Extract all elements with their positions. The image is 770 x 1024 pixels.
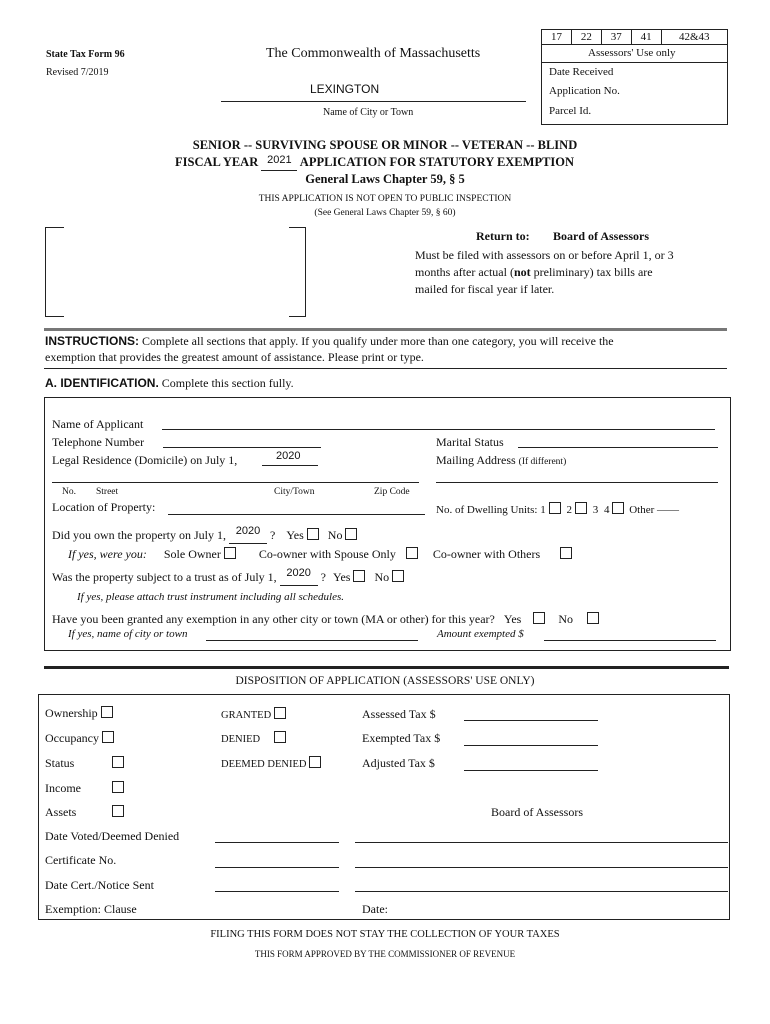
assessed-tax-field[interactable] bbox=[464, 720, 598, 721]
residence-address-field[interactable] bbox=[52, 482, 419, 483]
instructions-line2: exemption that provides the greatest amount of assistance. Please print or type. bbox=[45, 350, 424, 364]
denied-check: DENIED bbox=[221, 731, 286, 745]
address-zip-caption: Zip Code bbox=[374, 487, 410, 497]
assessor-signature-line-3[interactable] bbox=[355, 891, 728, 892]
income-check: Income bbox=[45, 781, 81, 796]
application-no-label: Application No. bbox=[549, 85, 620, 97]
trust-question: Was the property subject to a trust as of July 1, 2020 ? Yes No bbox=[52, 570, 404, 586]
residence-year-field[interactable] bbox=[262, 465, 318, 466]
owned-no-checkbox[interactable] bbox=[345, 528, 357, 540]
filing-deadline-line1: Must be filed with assessors on or before April 1, or 3 bbox=[415, 248, 674, 262]
ownership-check: Ownership bbox=[45, 706, 113, 721]
city-caption: Name of City or Town bbox=[323, 107, 414, 118]
ownership-type-row: If yes, were you: Sole Owner Co-owner with Spouse Only Co-owner with Others bbox=[68, 547, 572, 562]
trust-yes-checkbox[interactable] bbox=[353, 570, 365, 582]
address-no-caption: No. bbox=[62, 487, 76, 497]
address-city-caption: City/Town bbox=[274, 487, 315, 497]
dwelling-4-checkbox[interactable] bbox=[612, 502, 624, 514]
ownership-year-value: 2020 bbox=[235, 525, 261, 537]
location-label: Location of Property: bbox=[52, 500, 156, 514]
assessor-signature-line-2[interactable] bbox=[355, 867, 728, 868]
deemed-denied-checkbox[interactable] bbox=[309, 756, 321, 768]
dwelling-units-row: No. of Dwelling Units: 1 2 3 4 Other —— bbox=[436, 504, 679, 516]
assets-checkbox[interactable] bbox=[112, 805, 124, 817]
mailing-address-label: Mailing Address (If different) bbox=[436, 453, 567, 467]
other-city-field[interactable] bbox=[206, 640, 418, 641]
income-checkbox[interactable] bbox=[112, 781, 124, 793]
trust-note: If yes, please attach trust instrument including all schedules. bbox=[77, 591, 345, 603]
section-a-heading: A. IDENTIFICATION. Complete this section fully. bbox=[45, 376, 294, 390]
form-title-line2: FISCAL YEAR 2021 APPLICATION FOR STATUTORY EXEMPTION bbox=[175, 154, 575, 169]
mailing-address-line1[interactable] bbox=[436, 482, 718, 483]
commonwealth-title: The Commonwealth of Massachusetts bbox=[266, 46, 481, 61]
code-42-43: 42&43 bbox=[661, 30, 727, 45]
assessor-code-row bbox=[541, 29, 728, 45]
code-17: 17 bbox=[542, 30, 572, 45]
telephone-label: Telephone Number bbox=[52, 435, 145, 449]
instructions-line1: INSTRUCTIONS: Complete all sections that apply. If you qualify under more than one category, you will receive the bbox=[45, 334, 614, 348]
amount-exempted-label: Amount exempted $ bbox=[437, 628, 524, 640]
instructions-rule bbox=[44, 328, 727, 331]
date-cert-field[interactable] bbox=[215, 891, 339, 892]
marital-status-label: Marital Status bbox=[436, 435, 504, 449]
exemption-clause-label: Exemption: Clause bbox=[45, 902, 137, 916]
filing-deadline-line3: mailed for fiscal year if later. bbox=[415, 282, 555, 296]
certificate-no-field[interactable] bbox=[215, 867, 339, 868]
trust-year-value: 2020 bbox=[286, 567, 311, 579]
form-id: State Tax Form 96 bbox=[46, 49, 125, 60]
adjusted-tax-label: Adjusted Tax $ bbox=[362, 756, 435, 770]
sole-owner-checkbox[interactable] bbox=[224, 547, 236, 559]
revised-date: Revised 7/2019 bbox=[46, 67, 109, 78]
footer-approval-notice: THIS FORM APPROVED BY THE COMMISSIONER OF REVENUE bbox=[254, 949, 516, 959]
assessors-use-title: Assessors' Use only bbox=[588, 47, 676, 59]
other-exemption-no-checkbox[interactable] bbox=[587, 612, 599, 624]
date-cert-label: Date Cert./Notice Sent bbox=[45, 878, 154, 892]
dwelling-1-checkbox[interactable] bbox=[549, 502, 561, 514]
residence-label: Legal Residence (Domicile) on July 1, bbox=[52, 453, 238, 467]
instructions-bottom-rule bbox=[44, 368, 727, 369]
other-exemption-question: Have you been granted any exemption in any other city or town (MA or other) for this year? Yes No bbox=[52, 612, 599, 627]
adjusted-tax-field[interactable] bbox=[464, 770, 598, 771]
deemed-denied-check: DEEMED DENIED bbox=[221, 756, 321, 770]
ownership-checkbox[interactable] bbox=[101, 706, 113, 718]
status-check: Status bbox=[45, 756, 74, 771]
dwelling-2-checkbox[interactable] bbox=[575, 502, 587, 514]
coowner-others-checkbox[interactable] bbox=[560, 547, 572, 559]
assessed-tax-label: Assessed Tax $ bbox=[362, 707, 436, 721]
coowner-spouse-checkbox[interactable] bbox=[406, 547, 418, 559]
disposition-title: DISPOSITION OF APPLICATION (ASSESSORS' USE ONLY) bbox=[235, 675, 535, 687]
parcel-id-label: Parcel Id. bbox=[549, 105, 592, 117]
exempted-tax-field[interactable] bbox=[464, 745, 598, 746]
code-22: 22 bbox=[571, 30, 601, 45]
return-to-value: Board of Assessors bbox=[553, 229, 650, 243]
telephone-field[interactable] bbox=[163, 447, 321, 448]
marital-status-field[interactable] bbox=[518, 447, 718, 448]
date-label: Date: bbox=[362, 902, 388, 916]
applicant-name-label: Name of Applicant bbox=[52, 417, 144, 431]
occupancy-checkbox[interactable] bbox=[102, 731, 114, 743]
city-line bbox=[221, 101, 526, 102]
code-37: 37 bbox=[601, 30, 631, 45]
trust-no-checkbox[interactable] bbox=[392, 570, 404, 582]
form-title-line1: SENIOR -- SURVIVING SPOUSE OR MINOR -- VETERAN -- BLIND bbox=[192, 138, 578, 152]
amount-exempted-field[interactable] bbox=[544, 640, 716, 641]
residence-year-value[interactable]: 2020 bbox=[276, 450, 301, 462]
address-street-caption: Street bbox=[96, 487, 119, 497]
ownership-question: Did you own the property on July 1, 2020 ? Yes No bbox=[52, 528, 357, 544]
certificate-no-label: Certificate No. bbox=[45, 853, 117, 867]
occupancy-check: Occupancy bbox=[45, 731, 114, 746]
date-voted-field[interactable] bbox=[215, 842, 339, 843]
denied-checkbox[interactable] bbox=[274, 731, 286, 743]
public-inspection-ref: (See General Laws Chapter 59, § 60) bbox=[314, 208, 456, 218]
granted-check: GRANTED bbox=[221, 707, 286, 721]
applicant-name-field[interactable] bbox=[162, 429, 715, 430]
footer-collection-notice: FILING THIS FORM DOES NOT STAY THE COLLECTION OF YOUR TAXES bbox=[210, 929, 560, 940]
disposition-rule bbox=[44, 666, 729, 669]
owned-yes-checkbox[interactable] bbox=[307, 528, 319, 540]
status-checkbox[interactable] bbox=[112, 756, 124, 768]
assessors-use-box bbox=[541, 29, 728, 125]
board-of-assessors-label: Board of Assessors bbox=[491, 805, 583, 819]
assets-check: Assets bbox=[45, 805, 76, 820]
form-title-line3: General Laws Chapter 59, § 5 bbox=[305, 172, 465, 186]
other-city-label: If yes, name of city or town bbox=[68, 628, 188, 640]
code-41: 41 bbox=[631, 30, 661, 45]
date-voted-label: Date Voted/Deemed Denied bbox=[45, 829, 180, 843]
public-inspection-notice: THIS APPLICATION IS NOT OPEN TO PUBLIC INSPECTION bbox=[258, 194, 512, 204]
date-received-label: Date Received bbox=[549, 66, 614, 78]
exempted-tax-label: Exempted Tax $ bbox=[362, 731, 441, 745]
fiscal-year-value[interactable]: 2021 bbox=[267, 154, 292, 166]
city-value[interactable]: LEXINGTON bbox=[310, 82, 380, 96]
granted-checkbox[interactable] bbox=[274, 707, 286, 719]
filing-deadline-line2: months after actual (not preliminary) tax bills are bbox=[415, 265, 653, 279]
other-exemption-yes-checkbox[interactable] bbox=[533, 612, 545, 624]
location-field[interactable] bbox=[168, 514, 425, 515]
assessor-signature-line-1[interactable] bbox=[355, 842, 728, 843]
return-to-label: Return to: bbox=[476, 229, 530, 243]
